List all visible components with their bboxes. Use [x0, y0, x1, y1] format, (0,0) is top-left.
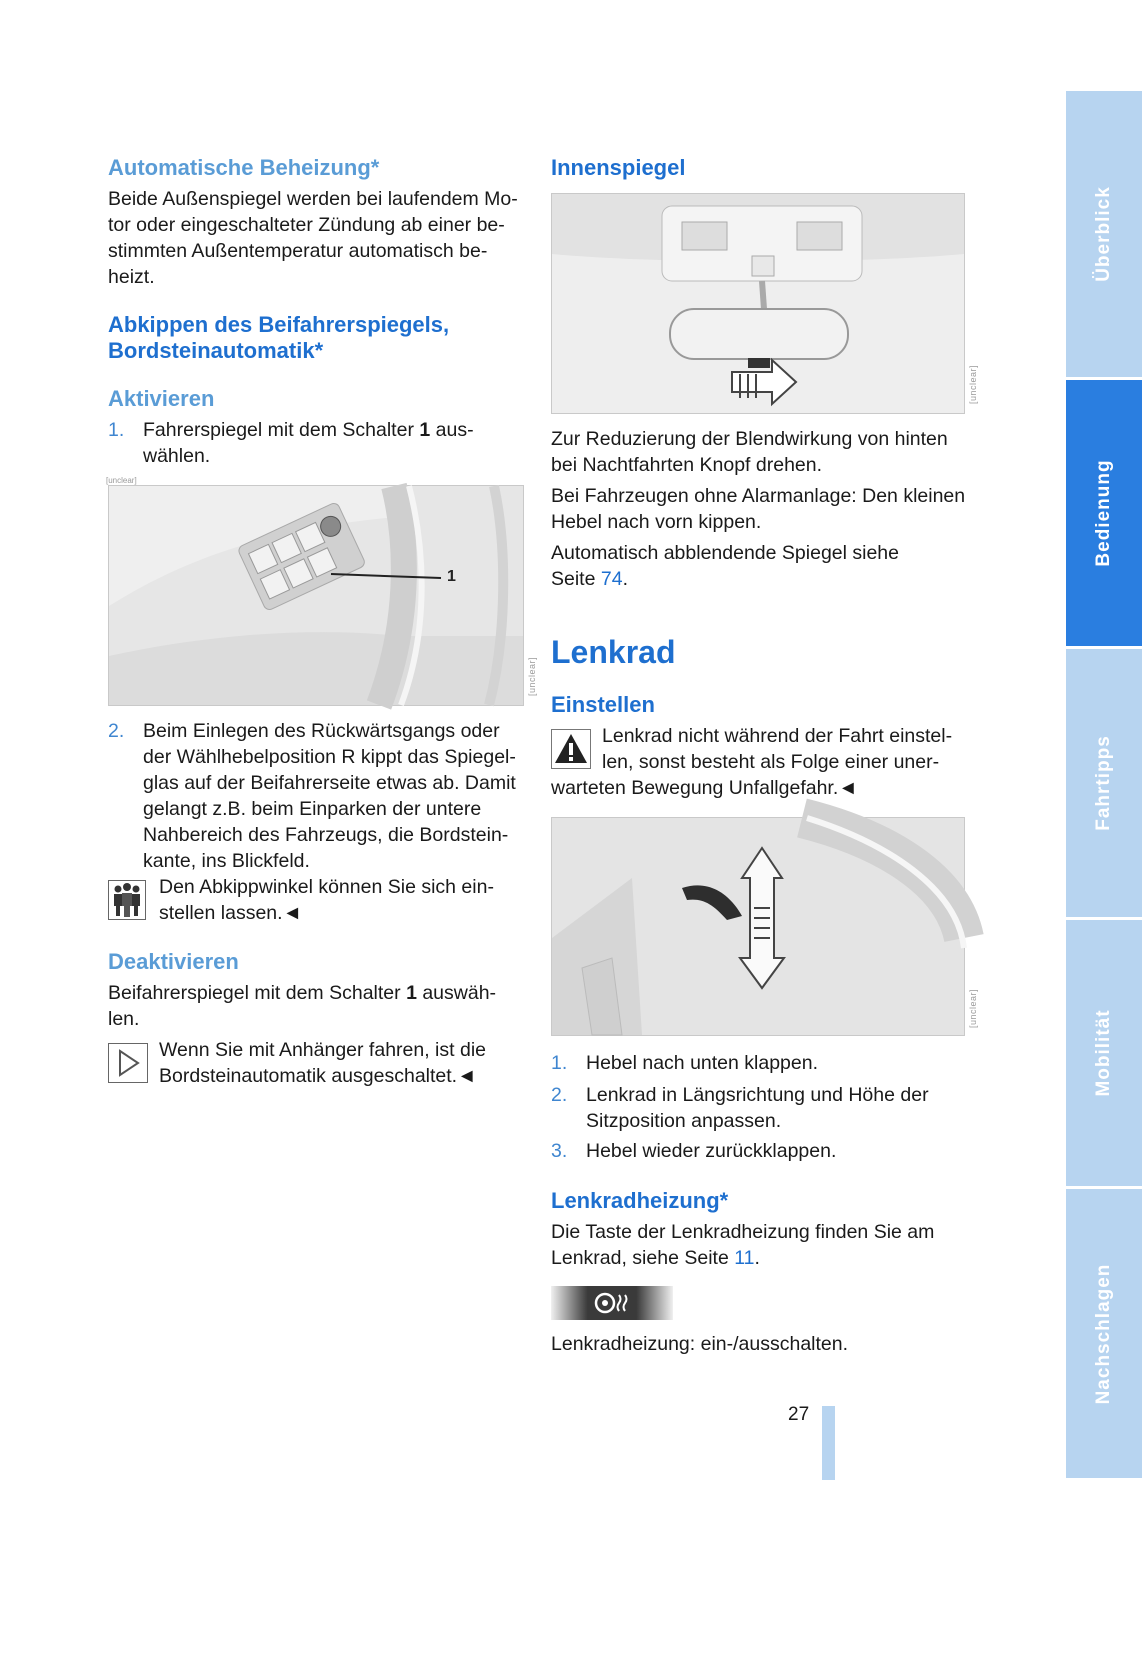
note-anhaenger: [159, 1037, 539, 1089]
interior-mirror-illustration: [552, 194, 964, 413]
service-people-icon: [108, 880, 146, 920]
text-line: Hebel nach vorn kippen.: [551, 511, 762, 533]
text-line: Bei Fahrzeugen ohne Alarmanlage: Den kleinen: [551, 485, 966, 507]
text-span: Lenkrad, siehe Seite: [551, 1247, 735, 1269]
text-line: len, sonst besteht als Folge einer uner-: [602, 751, 940, 773]
text-line: [551, 566, 971, 592]
list-item-lenkrad-3: [551, 1138, 971, 1164]
tab-fahrtipps[interactable]: [1066, 649, 1142, 917]
list-text: Hebel nach unten klappen.: [586, 1052, 819, 1074]
note-abkippwinkel: [159, 874, 539, 926]
text-span: .: [622, 568, 628, 590]
list-text: [143, 417, 474, 469]
heading-automatische-beheizung: Automatische Beheizung*: [108, 155, 380, 180]
figure-mirror-switch: [108, 485, 537, 706]
page-number: 27: [788, 1404, 810, 1425]
text-line: stimmten Außentemperatur automatisch be-: [108, 240, 488, 262]
steering-lever-illustration: [552, 818, 964, 1035]
text-line: glas auf der Beifahrerseite etwas ab. Damit: [143, 772, 516, 794]
bold-ref: 1: [419, 419, 431, 441]
list-item-lenkrad-2: [551, 1082, 971, 1134]
list-text: Hebel wieder zurückklappen.: [586, 1140, 837, 1162]
text-line: Den Abkippwinkel können Sie sich ein-: [159, 876, 494, 898]
para-automatische-beheizung: [108, 186, 528, 290]
text-span: Fahrerspiegel mit dem Schalter: [143, 419, 420, 441]
heading-abkippen: [108, 312, 449, 364]
text-span: Seite: [551, 568, 601, 590]
tab-label: Fahrtipps: [1093, 735, 1114, 831]
text-line: heizt.: [108, 266, 155, 288]
figure-code: [unclear]: [968, 988, 978, 1028]
para-deaktivieren: [108, 980, 528, 1032]
list-item-lenkrad-1: [551, 1050, 971, 1076]
text-line: bei Nachtfahrten Knopf drehen.: [551, 454, 823, 476]
list-text: [586, 1082, 929, 1134]
para-innenspiegel-3: [551, 540, 971, 592]
text-line: kante, ins Blickfeld.: [143, 850, 310, 872]
text-line: stellen lassen.◄: [159, 902, 302, 924]
warning-text: [551, 723, 971, 801]
tab-label: Mobilität: [1093, 1009, 1114, 1097]
heading-line: Abkippen des Beifahrerspiegels,: [108, 312, 450, 337]
text-span: aus-: [430, 419, 474, 441]
heading-aktivieren: Aktivieren: [108, 386, 215, 411]
tab-nachschlagen[interactable]: [1066, 1189, 1142, 1478]
heading-lenkrad: Lenkrad: [551, 634, 676, 670]
list-number: 1.: [551, 1052, 568, 1074]
text-line: Automatisch abblendende Spiegel siehe: [551, 542, 900, 564]
tab-label: Nachschlagen: [1093, 1263, 1114, 1404]
tab-mobilitaet[interactable]: [1066, 920, 1142, 1186]
page-marker-bar: [822, 1406, 835, 1480]
tab-label: Überblick: [1093, 186, 1114, 282]
text-line: Die Taste der Lenkradheizung finden Sie am: [551, 1221, 935, 1243]
text-line: Sitzposition anpassen.: [586, 1110, 782, 1132]
text-span: len.: [108, 1008, 140, 1030]
list-number: 3.: [551, 1140, 568, 1162]
page-link-11[interactable]: 11: [734, 1247, 755, 1269]
para-lenkradheizung: [551, 1219, 971, 1271]
stray-mark: [unclear]: [106, 476, 137, 485]
figure-interior-mirror: [551, 193, 978, 414]
text-span: wählen.: [143, 445, 211, 467]
text-line: Bordsteinautomatik ausgeschaltet.◄: [159, 1065, 477, 1087]
text-line: Beide Außenspiegel werden bei laufendem Mo-: [108, 188, 518, 210]
heading-line: Bordsteinautomatik*: [108, 338, 324, 363]
text-line: [551, 1245, 971, 1271]
heading-lenkradheizung: Lenkradheizung*: [551, 1188, 729, 1213]
text-span: auswäh-: [416, 982, 497, 1004]
text-line: Wenn Sie mit Anhänger fahren, ist die: [159, 1039, 486, 1061]
figure-steering-lever: [551, 817, 978, 1036]
text-line: Lenkrad nicht während der Fahrt einstel-: [602, 725, 953, 747]
tab-bedienung[interactable]: [1066, 380, 1142, 646]
para-innenspiegel-1: [551, 426, 971, 478]
text-line: Lenkrad in Längsrichtung und Höhe der: [586, 1084, 929, 1106]
list-number: 1.: [108, 419, 125, 441]
text-line: gelangt z.B. beim Einparken der untere: [143, 798, 482, 820]
heading-einstellen: Einstellen: [551, 692, 655, 717]
page-link-74[interactable]: 74: [600, 568, 623, 590]
text-line: Beim Einlegen des Rückwärtsgangs oder: [143, 720, 500, 742]
list-number: 2.: [108, 720, 125, 742]
para-innenspiegel-2: [551, 483, 971, 535]
figure-code: [unclear]: [968, 364, 978, 404]
bold-ref: 1: [406, 982, 417, 1004]
mirror-switch-illustration: [109, 486, 523, 705]
text-line: tor oder eingeschalteter Zündung ab einer be-: [108, 214, 505, 236]
list-item-step2: [108, 718, 538, 874]
note-arrow-icon: [108, 1043, 148, 1083]
text-line: warteten Bewegung Unfallgefahr.◄: [551, 777, 858, 799]
figure-code: [unclear]: [527, 656, 537, 696]
figure-callout-1: 1: [447, 568, 456, 585]
list-item-step1: [108, 417, 528, 469]
text-line: der Wählhebelposition R kippt das Spiegel-: [143, 746, 516, 768]
heading-innenspiegel: Innenspiegel: [551, 155, 686, 180]
caption-lenkradheizung: Lenkradheizung: ein-/ausschalten.: [551, 1333, 849, 1355]
list-text: [143, 718, 516, 874]
text-line: Nahbereich des Fahrzeugs, die Bordstein-: [143, 824, 509, 846]
list-number: 2.: [551, 1084, 568, 1106]
tab-ueberblick[interactable]: [1066, 91, 1142, 377]
text-line: Zur Reduzierung der Blendwirkung von hinten: [551, 428, 948, 450]
text-span: .: [754, 1247, 760, 1269]
steering-heating-button: [551, 1286, 673, 1320]
heading-deaktivieren: Deaktivieren: [108, 949, 239, 974]
tab-label: Bedienung: [1093, 459, 1114, 567]
text-span: Beifahrerspiegel mit dem Schalter: [108, 982, 407, 1004]
